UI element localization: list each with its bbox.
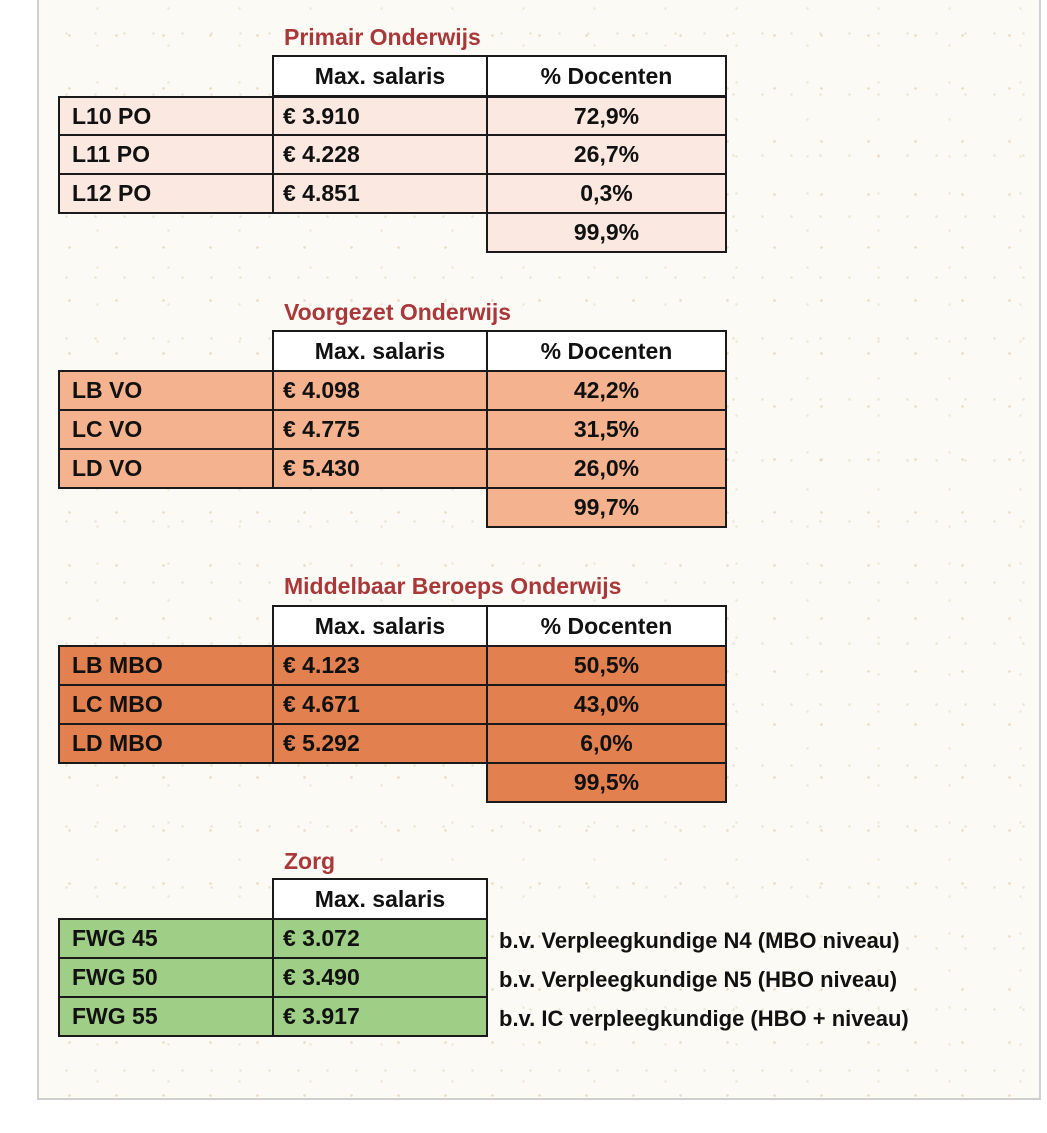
row-salary: € 4.775: [272, 409, 488, 450]
row-label: FWG 50: [58, 957, 274, 998]
row-percent: 6,0%: [486, 723, 727, 764]
header-percent-docenten: % Docenten: [486, 605, 727, 647]
header-max-salaris: Max. salaris: [272, 55, 488, 97]
row-salary: € 4.123: [272, 645, 488, 686]
row-salary: € 3.072: [272, 918, 488, 959]
row-label: LD VO: [58, 448, 274, 489]
row-salary: € 3.917: [272, 996, 488, 1037]
row-label: LB MBO: [58, 645, 274, 686]
row-label: L11 PO: [58, 134, 274, 175]
total-percent: 99,9%: [486, 212, 727, 253]
row-percent: 43,0%: [486, 684, 727, 725]
row-percent: 72,9%: [486, 96, 727, 136]
row-percent: 26,0%: [486, 448, 727, 489]
row-label: LC MBO: [58, 684, 274, 725]
row-label: LD MBO: [58, 723, 274, 764]
row-label: L10 PO: [58, 96, 274, 136]
row-percent: 42,2%: [486, 370, 727, 411]
section-title-voorgezet-onderwijs: Voorgezet Onderwijs: [284, 299, 512, 325]
row-percent: 31,5%: [486, 409, 727, 450]
row-label: LB VO: [58, 370, 274, 411]
total-percent: 99,5%: [486, 762, 727, 803]
row-salary: € 3.910: [272, 96, 488, 136]
header-max-salaris: Max. salaris: [272, 878, 488, 920]
row-label: LC VO: [58, 409, 274, 450]
row-salary: € 5.430: [272, 448, 488, 489]
row-label: FWG 45: [58, 918, 274, 959]
row-salary: € 5.292: [272, 723, 488, 764]
row-percent: 26,7%: [486, 134, 727, 175]
section-title-middelbaar-beroeps-onderwijs: Middelbaar Beroeps Onderwijs: [284, 573, 622, 599]
header-max-salaris: Max. salaris: [272, 605, 488, 647]
row-salary: € 3.490: [272, 957, 488, 998]
row-note: b.v. Verpleegkundige N4 (MBO niveau): [499, 928, 900, 953]
header-percent-docenten: % Docenten: [486, 55, 727, 97]
row-label: L12 PO: [58, 173, 274, 214]
row-percent: 0,3%: [486, 173, 727, 214]
row-salary: € 4.228: [272, 134, 488, 175]
header-max-salaris: Max. salaris: [272, 330, 488, 372]
row-salary: € 4.098: [272, 370, 488, 411]
header-percent-docenten: % Docenten: [486, 330, 727, 372]
section-title-zorg: Zorg: [284, 848, 336, 874]
row-percent: 50,5%: [486, 645, 727, 686]
section-title-primair-onderwijs: Primair Onderwijs: [284, 24, 481, 50]
total-percent: 99,7%: [486, 487, 727, 528]
row-note: b.v. IC verpleegkundige (HBO + niveau): [499, 1006, 909, 1031]
row-salary: € 4.671: [272, 684, 488, 725]
row-salary: € 4.851: [272, 173, 488, 214]
row-label: FWG 55: [58, 996, 274, 1037]
row-note: b.v. Verpleegkundige N5 (HBO niveau): [499, 967, 898, 992]
